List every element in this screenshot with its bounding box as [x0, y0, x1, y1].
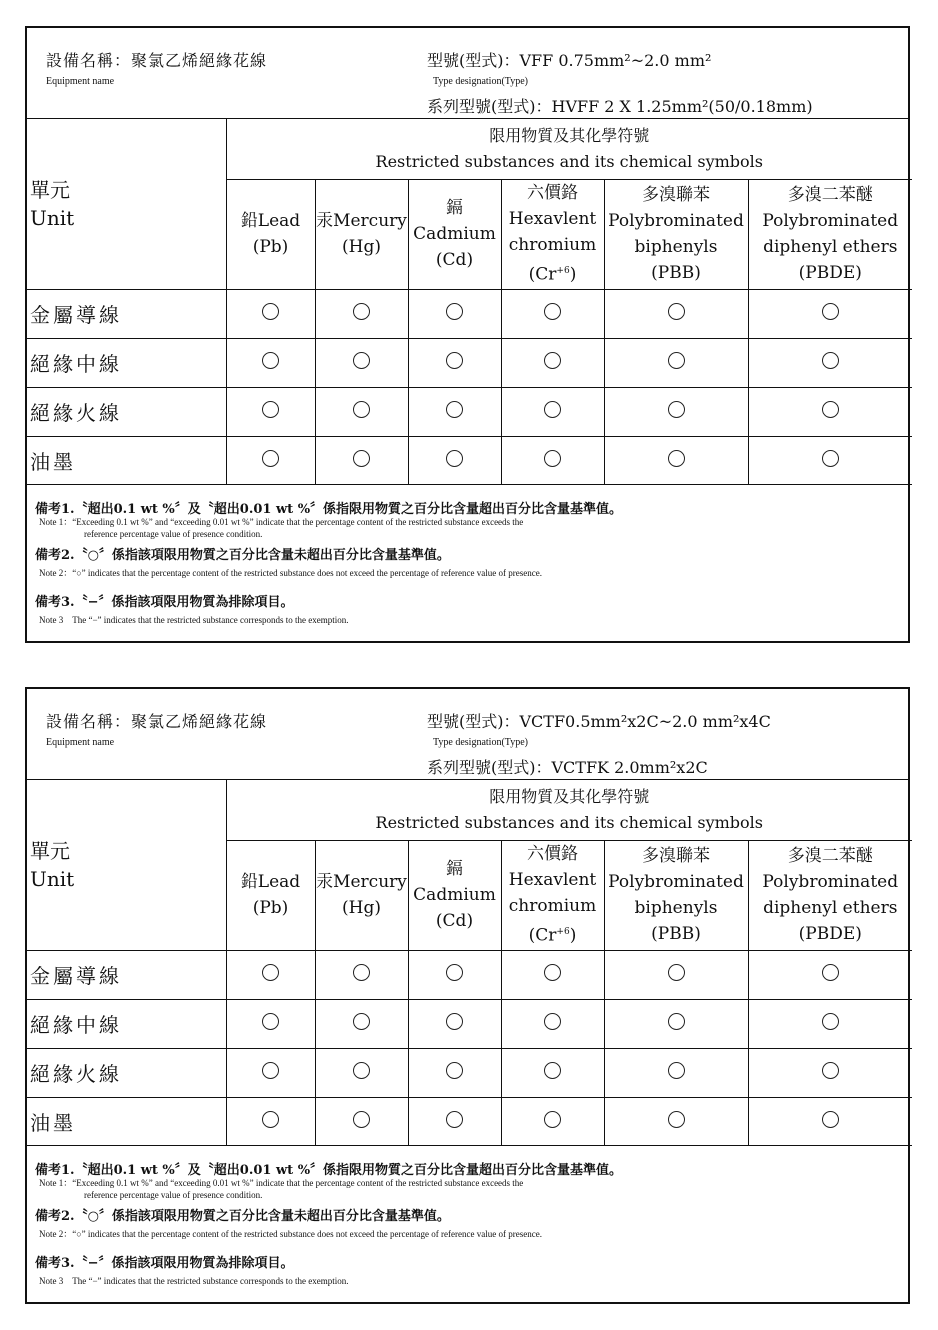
circle-mark — [544, 964, 561, 981]
circle-mark — [446, 1111, 463, 1128]
circle-mark — [544, 1013, 561, 1030]
unit-zh: 單元 — [30, 838, 70, 863]
circle-mark — [353, 964, 370, 981]
circle-mark — [446, 1062, 463, 1079]
type-designation-en: Type designation(Type) — [433, 737, 528, 748]
circle-mark — [262, 1111, 279, 1128]
circle-mark — [822, 1013, 839, 1030]
note-2-zh: 備考2.〝○〞係指該項限用物質之百分比含量未超出百分比含量基準值。 — [35, 1209, 450, 1224]
note-1-en: Note 1：“Exceeding 0.1 wt %” and “exceeding 0.01 wt %” indicate that the percentage content of the restricted substance exceeds the — [39, 517, 524, 527]
note-3-en: Note 3 The “−” indicates that the restricted substance corresponds to the exemption. — [39, 1276, 349, 1286]
circle-mark — [262, 1013, 279, 1030]
equipment-name: 設備名稱：聚氯乙烯絕緣花線 — [46, 712, 268, 731]
circle-mark — [446, 401, 463, 418]
restricted-zh: 限用物質及其化學符號 — [489, 125, 650, 145]
notes-section — [27, 1144, 908, 1302]
note-3-zh: 備考3.〝−〞係指該項限用物質為排除項目。 — [35, 1256, 294, 1271]
circle-mark — [668, 303, 685, 320]
row-label: 金屬導線 — [27, 289, 226, 338]
circle-mark — [544, 1111, 561, 1128]
restricted-en: Restricted substances and its chemical symbols — [375, 151, 763, 171]
rohs-sheet-1 — [25, 26, 910, 643]
table-row — [27, 1048, 912, 1097]
circle-mark — [822, 964, 839, 981]
unit-zh: 單元 — [30, 177, 70, 202]
circle-mark — [544, 450, 561, 467]
table-row — [27, 387, 912, 436]
series-model: 系列型號(型式)：HVFF 2 X 1.25mm²(50/0.18mm) — [427, 97, 813, 116]
circle-mark — [822, 401, 839, 418]
sheet-header — [27, 28, 908, 119]
sheet-header — [27, 689, 908, 780]
row-label: 絕緣中線 — [27, 338, 226, 387]
note-1-zh: 備考1.〝超出0.1 wt %〞及〝超出0.01 wt %〞係指限用物質之百分比含量超出百分比含量基準值。 — [35, 502, 623, 517]
equipment-name: 設備名稱：聚氯乙烯絕緣花線 — [46, 51, 268, 70]
circle-mark — [446, 303, 463, 320]
note-1-zh: 備考1.〝超出0.1 wt %〞及〝超出0.01 wt %〞係指限用物質之百分比含量超出百分比含量基準值。 — [35, 1163, 623, 1178]
circle-mark — [262, 1062, 279, 1079]
table-row — [27, 1097, 912, 1145]
restricted-en: Restricted substances and its chemical symbols — [375, 812, 763, 832]
substance-table — [27, 780, 912, 1146]
circle-mark — [353, 1062, 370, 1079]
row-label: 絕緣火線 — [27, 1048, 226, 1097]
circle-mark — [353, 401, 370, 418]
note-1-en: Note 1：“Exceeding 0.1 wt %” and “exceeding 0.01 wt %” indicate that the percentage content of the restricted substance exceeds the — [39, 1178, 524, 1188]
substance-table — [27, 119, 912, 485]
circle-mark — [668, 352, 685, 369]
circle-mark — [262, 303, 279, 320]
circle-mark — [668, 1111, 685, 1128]
circle-mark — [822, 1062, 839, 1079]
circle-mark — [262, 964, 279, 981]
circle-mark — [544, 303, 561, 320]
circle-mark — [262, 352, 279, 369]
circle-mark — [544, 401, 561, 418]
substance-mercury: 汞Mercury (Hg) — [315, 840, 408, 950]
circle-mark — [446, 352, 463, 369]
circle-mark — [446, 450, 463, 467]
circle-mark — [353, 352, 370, 369]
substance-cadmium: 鎘Cadmium (Cd) — [408, 179, 501, 289]
note-2-en: Note 2：“○” indicates that the percentage content of the restricted substance does not exceed the percentage of reference value of presence. — [39, 568, 542, 578]
table-row — [27, 436, 912, 484]
note-3-zh: 備考3.〝−〞係指該項限用物質為排除項目。 — [35, 595, 294, 610]
circle-mark — [822, 352, 839, 369]
unit-header — [27, 119, 226, 289]
type-designation-en: Type designation(Type) — [433, 76, 528, 87]
note-2-en: Note 2：“○” indicates that the percentage content of the restricted substance does not exceed the percentage of reference value of presence. — [39, 1229, 542, 1239]
substance-pbb: 多溴聯苯 Polybrominated biphenyls (PBB) — [604, 840, 748, 950]
circle-mark — [353, 450, 370, 467]
row-label: 絕緣中線 — [27, 999, 226, 1048]
restricted-zh: 限用物質及其化學符號 — [489, 786, 650, 806]
equipment-name-en: Equipment name — [46, 76, 115, 87]
table-row — [27, 289, 912, 338]
circle-mark — [822, 303, 839, 320]
circle-mark — [446, 964, 463, 981]
circle-mark — [668, 1062, 685, 1079]
rohs-sheet-2 — [25, 687, 910, 1304]
circle-mark — [353, 303, 370, 320]
substance-cadmium: 鎘Cadmium (Cd) — [408, 840, 501, 950]
note-3-en: Note 3 The “−” indicates that the restricted substance corresponds to the exemption. — [39, 615, 349, 625]
substance-pbb: 多溴聯苯 Polybrominated biphenyls (PBB) — [604, 179, 748, 289]
substance-mercury: 汞Mercury (Hg) — [315, 179, 408, 289]
circle-mark — [668, 401, 685, 418]
substance-pbde: 多溴二苯醚 Polybrominated diphenyl ethers (PBDE) — [748, 179, 912, 289]
type-designation: 型號(型式)：VCTF0.5mm²x2C~2.0 mm²x4C — [427, 712, 771, 731]
table-row — [27, 999, 912, 1048]
substance-pbde: 多溴二苯醚 Polybrominated diphenyl ethers (PBDE) — [748, 840, 912, 950]
circle-mark — [668, 964, 685, 981]
circle-mark — [544, 352, 561, 369]
unit-header — [27, 780, 226, 950]
circle-mark — [353, 1111, 370, 1128]
substance-chromium: 六價鉻 Hexavlent chromium $(Cr^{+6})$ — [501, 179, 604, 289]
equipment-name-en: Equipment name — [46, 737, 115, 748]
restricted-header — [226, 780, 912, 840]
circle-mark — [544, 1062, 561, 1079]
note-1-en-cont: reference percentage value of presence condition. — [84, 529, 263, 539]
unit-en: Unit — [30, 866, 75, 891]
circle-mark — [262, 450, 279, 467]
restricted-header — [226, 119, 912, 179]
table-row — [27, 950, 912, 999]
note-1-en-cont: reference percentage value of presence condition. — [84, 1190, 263, 1200]
circle-mark — [668, 1013, 685, 1030]
circle-mark — [353, 1013, 370, 1030]
row-label: 油墨 — [27, 1097, 226, 1145]
notes-section — [27, 483, 908, 641]
substance-lead: 鉛Lead (Pb) — [226, 840, 315, 950]
circle-mark — [668, 450, 685, 467]
circle-mark — [822, 450, 839, 467]
unit-en: Unit — [30, 205, 75, 230]
substance-chromium: 六價鉻 Hexavlent chromium $(Cr^{+6})$ — [501, 840, 604, 950]
row-label: 油墨 — [27, 436, 226, 484]
table-row — [27, 338, 912, 387]
row-label: 金屬導線 — [27, 950, 226, 999]
circle-mark — [446, 1013, 463, 1030]
substance-lead: 鉛Lead (Pb) — [226, 179, 315, 289]
series-model: 系列型號(型式)：VCTFK 2.0mm²x2C — [427, 758, 708, 777]
row-label: 絕緣火線 — [27, 387, 226, 436]
note-2-zh: 備考2.〝○〞係指該項限用物質之百分比含量未超出百分比含量基準值。 — [35, 548, 450, 563]
circle-mark — [822, 1111, 839, 1128]
circle-mark — [262, 401, 279, 418]
type-designation: 型號(型式)：VFF 0.75mm²~2.0 mm² — [427, 51, 712, 70]
